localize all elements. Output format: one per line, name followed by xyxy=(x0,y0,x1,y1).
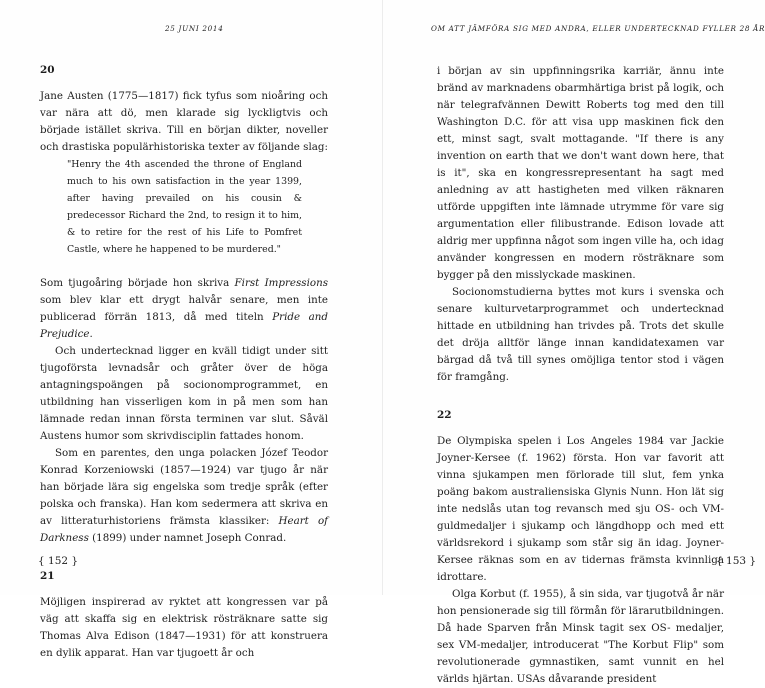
text-span: . xyxy=(89,328,93,340)
paragraph-undertecknad: Och undertecknad ligger en kväll tidigt under sitt tjugoförsta levnadsår och gråter över de höga antagningspoängen på socionomprogrammet, en utbildning han visserligen kom in på men som han lämnade redan innan första terminen var slut. Såväl Austens humor som skrivdisciplin fattades honom. xyxy=(40,345,328,442)
page-number-left: { 152 } xyxy=(38,555,79,567)
text-span: Som en parentes, den unga polacken Józef Teodor Konrad Korzeniowski (1857—1924) var tjugo år när han började lära sig engelska som tredje språk (efter polska och franska). Han kom sedermera att skriva en av litteraturhistoriens främsta klassiker: xyxy=(40,447,328,527)
book-title-first-impressions: First Impressions xyxy=(234,277,328,289)
text-span: (1899) under namnet Joseph Conrad. xyxy=(88,532,287,544)
paragraph-socionom: Socionomstudierna byttes mot kurs i svenska och senare kulturvetarprogrammet och undertecknad hittade en utbildning han trivdes på. Trots det skulle det dröja alltför länge innan kandidatexamen var bärgad då två till synes omöjliga tentor stod i vägen för framgång. xyxy=(437,286,724,383)
section-number-21: 21 xyxy=(40,570,55,582)
block-quote-austen: "Henry the 4th ascended the throne of England much to his own satisfaction in the year 1399, after having prevailed on his cousin & predecessor Richard the 2nd, to resign it to him, & to retire for the rest of his Life to Pomfret Castle, where he happened to be murdered." xyxy=(67,159,302,255)
section-number-22: 22 xyxy=(437,409,452,421)
paragraph-korbut: Olga Korbut (f. 1955), å sin sida, var tjugotvå år när hon pensionerade sig till förmån för lärarutbildningen. Då hade Sparven från Minsk tagit sex OS- medaljer, sex VM-medaljer, introducerat "The Korbut Flip" som revolutionerade gymnastiken, samt vunnit en hel världs hjärtan. USAs dåvarande president xyxy=(437,588,724,685)
left-page-text xyxy=(40,63,328,662)
running-header-right: OM ATT JÄMFÖRA SIG MED ANDRA, ELLER UNDERTECKNAD FYLLER 28 ÅR xyxy=(431,24,765,33)
text-span: Som tjugoåring började hon skriva xyxy=(40,277,235,289)
spacer xyxy=(40,258,328,275)
paragraph-edison-continued: i början av sin uppfinningsrika karriär, ännu inte bränd av marknadens obarmhärtiga brist på logik, och när telegrafvännen Dewitt Roberts tog med den till Washington D.C. för att visa upp maskinen fick den ett, minst sagt, svalt mottagande. "If there is any invention on earth that we don't want down here, that is it", ska en kongressrepresentant ha sagt med anledning av att hastigheten med vilken räknaren utförde uppgiften inte lämnade utrymme för vare sig argumentation eller filibustrande. Edison lovade att aldrig mer uppfinna något som ingen ville ha, och idag använder kongressen en modern rösträknare som bygger på den misslyckade maskinen. xyxy=(437,65,724,281)
book-title-pride-and-prejudice: Pride and Prejudice xyxy=(40,311,328,340)
left-page xyxy=(0,0,382,659)
right-page xyxy=(383,0,765,685)
paragraph-edison: Möjligen inspirerad av ryktet att kongressen var på väg att skaffa sig en elektrisk rösträknare satte sig Thomas Alva Edison (1847—1931) för att konstruera en dylik apparat. Han var tjugoett år och xyxy=(40,596,328,659)
text-span: som blev klar ett drygt halvår senare, men inte publicerad förrän 1813, då med titeln xyxy=(40,294,328,323)
book-title-heart-of-darkness: Heart of Darkness xyxy=(40,515,328,544)
right-page-text xyxy=(437,63,724,688)
paragraph-first-impressions xyxy=(40,275,328,343)
page-number-right: { 153 } xyxy=(716,555,757,567)
paragraph-joyner-kersee: De Olympiska spelen i Los Angeles 1984 var Jackie Joyner-Kersee (f. 1962) första. Hon var favorit att vinna sjukampen men förlorade till slut, fem ynka poäng bakom australiensiska Glynis Nunn. Hon lät sig inte nedslås utan tog revansch med sju OS- och VM-guldmedaljer i sjukamp och längdhopp och med ett världsrekord i sjukamp som står sig än idag. Joyner-Kersee räknas som en av tidernas främsta kvinnliga idrottare. xyxy=(437,435,724,583)
section-number-20: 20 xyxy=(40,64,55,76)
paragraph-austen: Jane Austen (1775—1817) fick tyfus som nioåring och var nära att dö, men klarade sig lyckligtvis och började istället skriva. Till en början dikter, noveller och drastiska populärhistoriska texter av följande slag: xyxy=(40,90,328,153)
running-header-left: 25 JUNI 2014 xyxy=(165,24,224,33)
paragraph-conrad xyxy=(40,445,328,547)
